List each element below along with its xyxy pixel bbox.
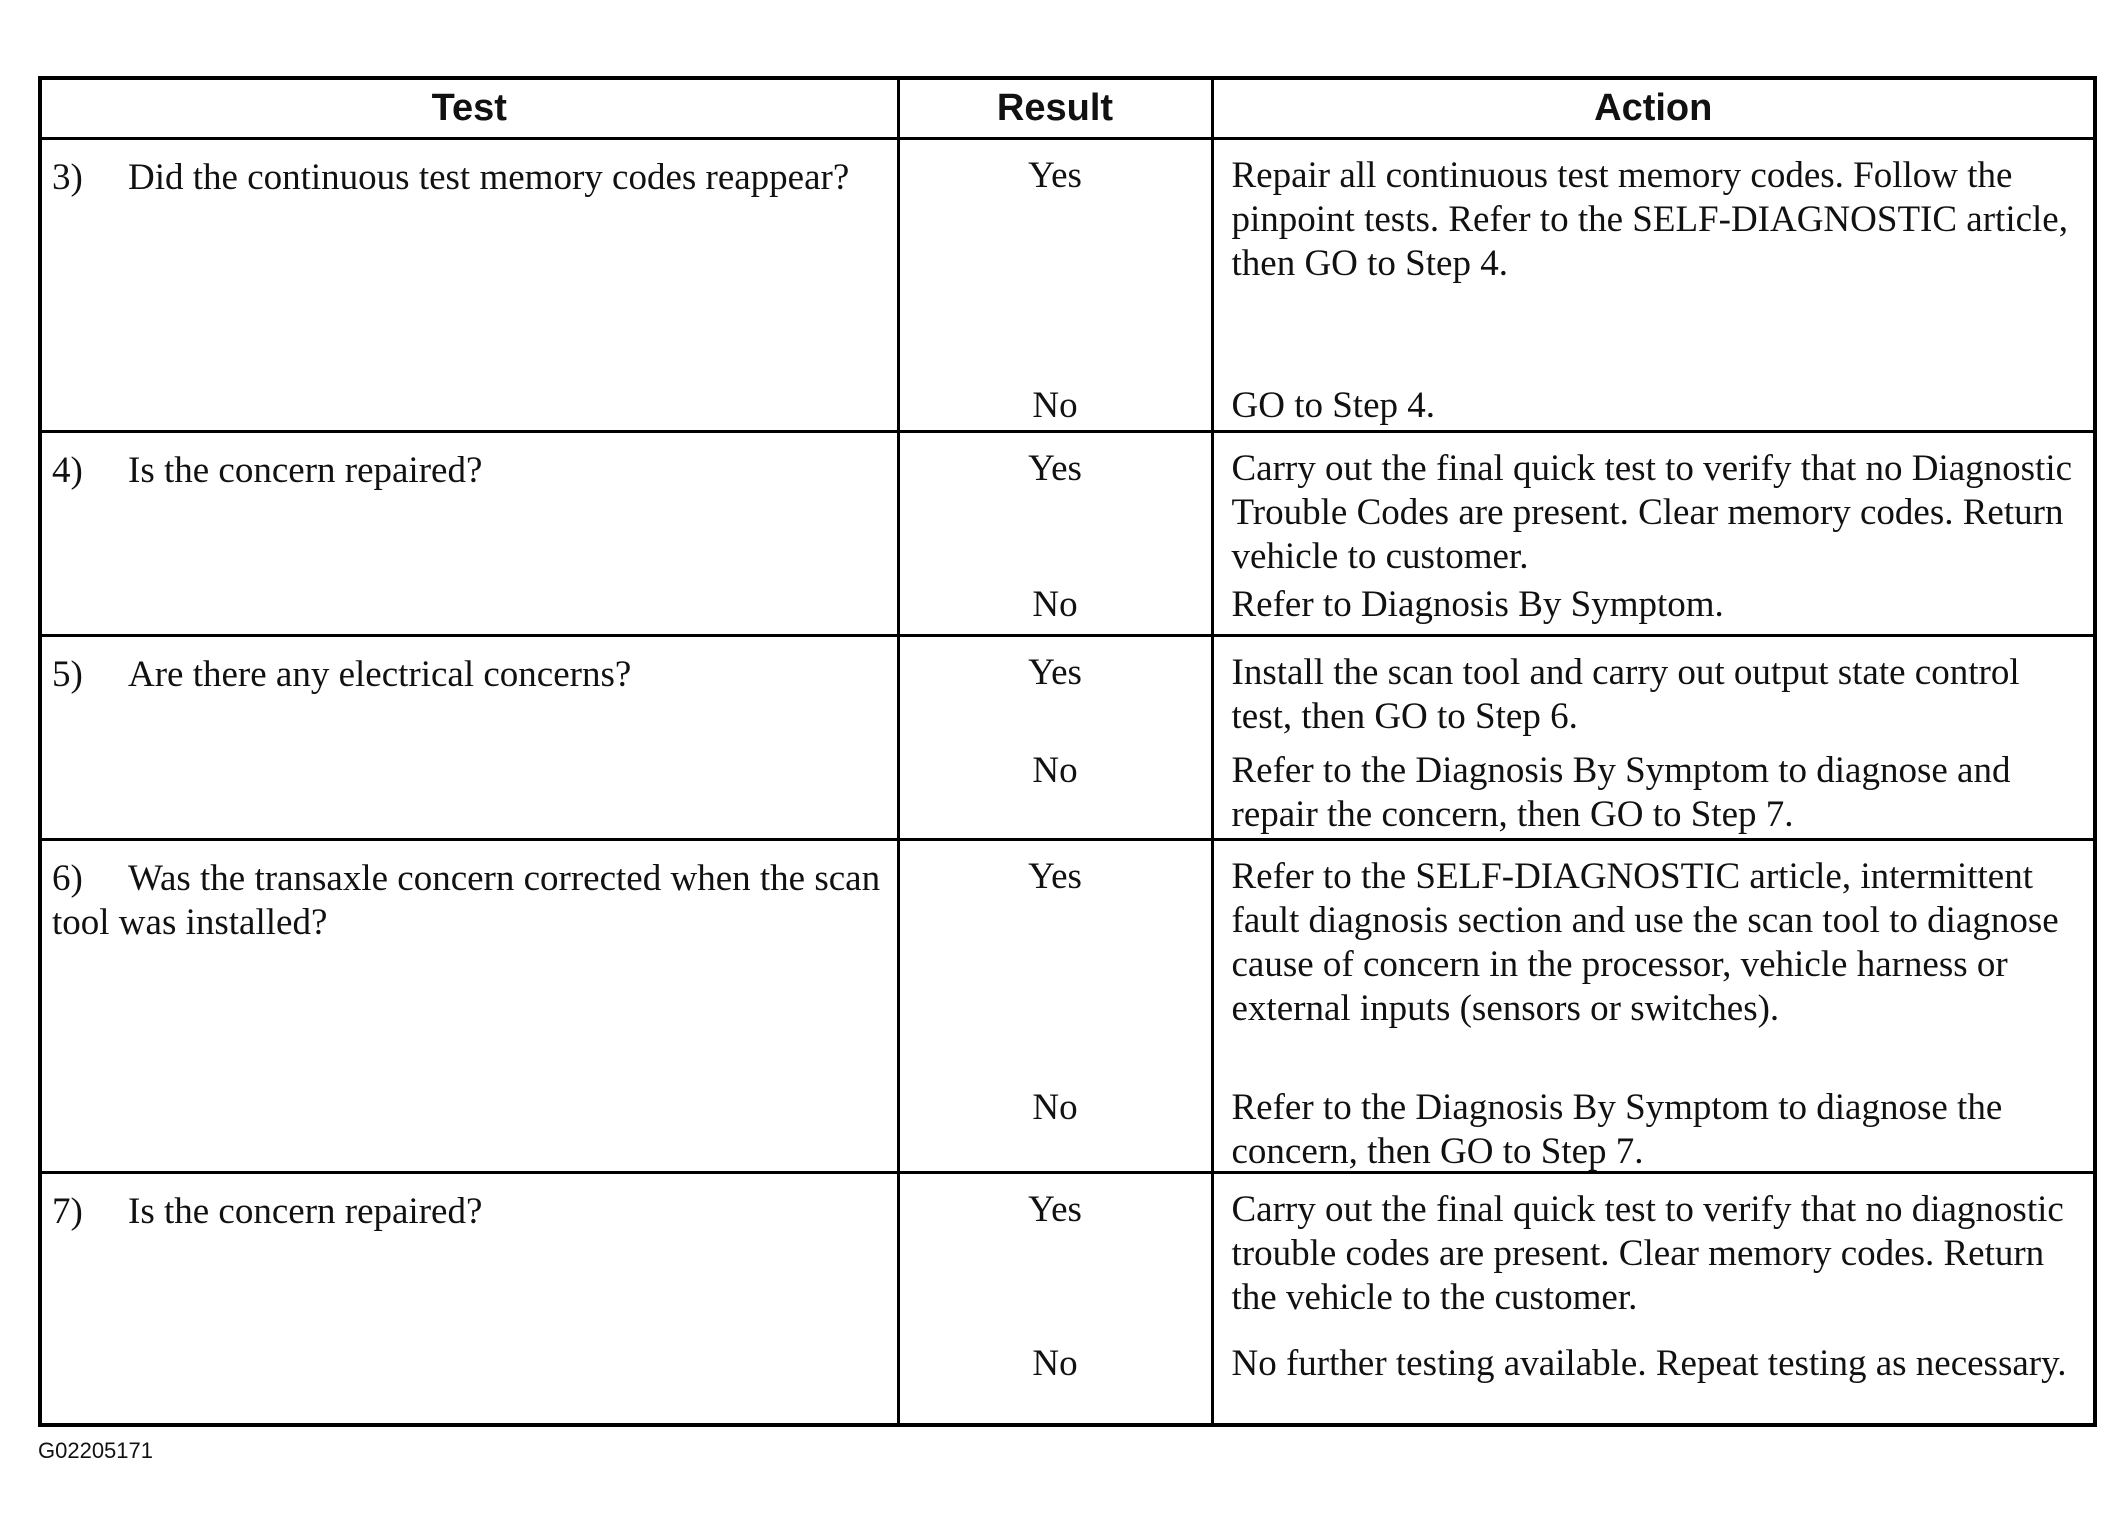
- step-number: 3): [52, 157, 83, 198]
- step-number: 5): [52, 654, 83, 695]
- action-yes: Install the scan tool and carry out output state control test, then GO to Step 6.: [1231, 652, 2020, 737]
- figure-code: G02205171: [38, 1438, 153, 1463]
- result-yes: Yes: [1028, 448, 1082, 489]
- result-yes: Yes: [1028, 155, 1082, 196]
- header-result: Result: [898, 78, 1212, 139]
- test-question: Are there any electrical concerns?: [128, 654, 632, 695]
- action-yes: Refer to the SELF-DIAGNOSTIC article, intermittent fault diagnosis section and use the scan tool to diagnose cause of concern in the processor, vehicle harness or external inputs (sensors or switches).: [1231, 856, 2059, 1029]
- result-yes: Yes: [1028, 856, 1082, 897]
- action-no: Refer to Diagnosis By Symptom.: [1231, 584, 1724, 625]
- action-no: No further testing available. Repeat testing as necessary.: [1231, 1343, 2067, 1384]
- result-no: No: [1032, 1087, 1078, 1128]
- result-cell: [898, 840, 1212, 1173]
- test-question: Did the continuous test memory codes reappear?: [128, 157, 850, 198]
- header-row: [40, 78, 2095, 139]
- action-cell: [1212, 636, 2095, 840]
- test-cell: [40, 139, 898, 432]
- result-no: No: [1032, 385, 1078, 426]
- action-yes: Carry out the final quick test to verify that no diagnostic trouble codes are present. Clear memory codes. Return the vehicle to the customer.: [1231, 1189, 2064, 1318]
- result-cell: [898, 1173, 1212, 1425]
- test-question: Is the concern repaired?: [128, 450, 483, 491]
- action-cell: [1212, 1173, 2095, 1425]
- result-cell: [898, 636, 1212, 840]
- action-cell: [1212, 139, 2095, 432]
- step-number: 6): [52, 858, 83, 899]
- header-test: Test: [40, 78, 898, 139]
- result-yes: Yes: [1028, 1189, 1082, 1230]
- table-row: [40, 1173, 2095, 1425]
- table-row: [40, 840, 2095, 1173]
- action-yes: Repair all continuous test memory codes. Follow the pinpoint tests. Refer to the SELF-DIAGNOSTIC article, then GO to Step 4.: [1231, 155, 2068, 284]
- action-no: Refer to the Diagnosis By Symptom to diagnose the concern, then GO to Step 7.: [1231, 1087, 2003, 1172]
- action-cell: [1212, 840, 2095, 1173]
- action-yes: Carry out the final quick test to verify that no Diagnostic Trouble Codes are present. Clear memory codes. Return vehicle to customer.: [1231, 448, 2073, 577]
- header-action: Action: [1212, 78, 2095, 139]
- step-number: 4): [52, 450, 83, 491]
- table-row: [40, 139, 2095, 432]
- test-cell: [40, 840, 898, 1173]
- action-no: GO to Step 4.: [1231, 385, 1435, 426]
- action-cell: [1212, 432, 2095, 636]
- table-row: [40, 432, 2095, 636]
- table-row: [40, 636, 2095, 840]
- result-no: No: [1032, 750, 1078, 791]
- result-yes: Yes: [1028, 652, 1082, 693]
- result-cell: [898, 432, 1212, 636]
- diagnostic-table: [38, 76, 2097, 1427]
- test-cell: [40, 432, 898, 636]
- result-no: No: [1032, 1343, 1078, 1384]
- test-question: Is the concern repaired?: [128, 1191, 483, 1232]
- result-no: No: [1032, 584, 1078, 625]
- step-number: 7): [52, 1191, 83, 1232]
- test-question: Was the transaxle concern corrected when the scan tool was installed?: [52, 858, 881, 943]
- test-cell: [40, 636, 898, 840]
- result-cell: [898, 139, 1212, 432]
- action-no: Refer to the Diagnosis By Symptom to diagnose and repair the concern, then GO to Step 7.: [1231, 750, 2011, 835]
- test-cell: [40, 1173, 898, 1425]
